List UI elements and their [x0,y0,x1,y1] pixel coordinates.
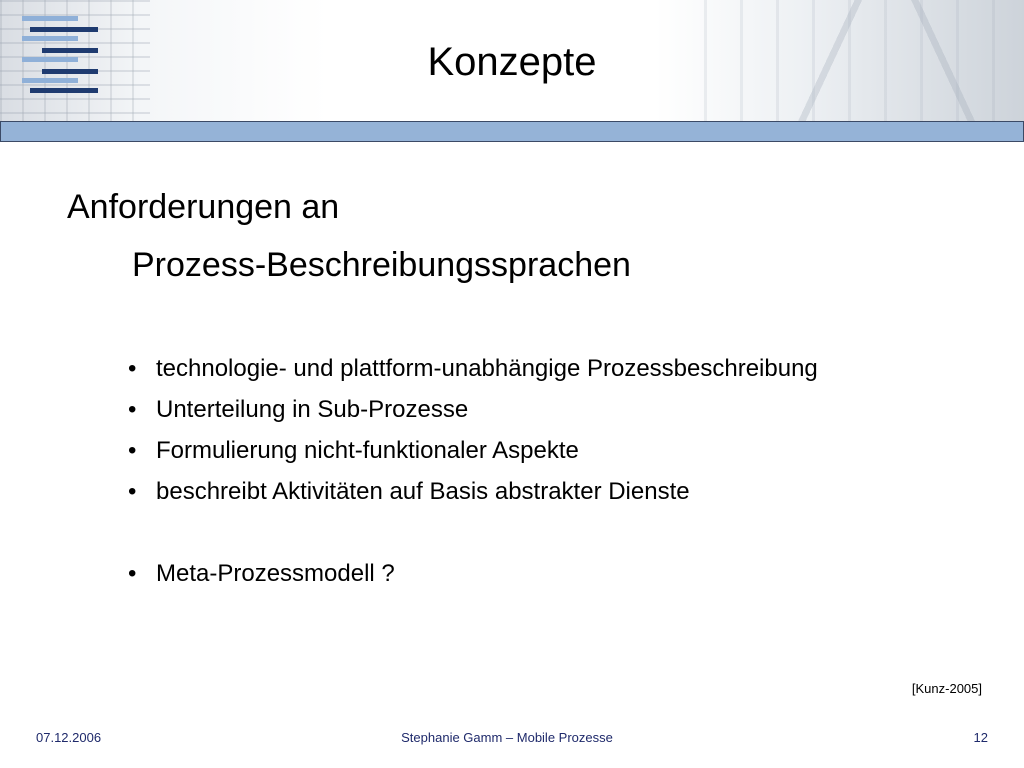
footer-author-title: Stephanie Gamm – Mobile Prozesse [401,730,613,745]
bullet-item [128,436,818,477]
bullet-text: Formulierung nicht-funktionaler Aspekte [156,437,579,464]
footer-page-number: 12 [973,730,988,745]
bullet-item [128,559,818,600]
bullet-icon: • [128,560,137,587]
slide-title: Konzepte [427,40,597,84]
footer-date: 07.12.2006 [36,730,102,745]
bullet-text: Meta-Prozessmodell ? [156,560,395,587]
bullet-list [128,354,818,600]
bullet-icon: • [128,355,137,382]
heading-line-1: Anforderungen an [67,188,340,226]
bullet-icon: • [128,478,137,505]
bullet-item [128,477,818,518]
bullet-icon: • [128,437,137,464]
bullet-text: technologie- und plattform-unabhängige Prozessbeschreibung [156,355,818,382]
citation-reference: [Kunz-2005] [911,681,982,696]
bullet-text: beschreibt Aktivitäten auf Basis abstrakter Dienste [156,478,690,505]
header-accent-bar [0,121,1024,142]
bullet-text: Unterteilung in Sub-Prozesse [156,396,469,423]
bullet-icon: • [128,396,137,423]
header-banner [0,0,1024,121]
bullet-item [128,395,818,436]
heading-line-2: Prozess-Beschreibungssprachen [132,246,631,284]
bullet-item [128,354,818,395]
